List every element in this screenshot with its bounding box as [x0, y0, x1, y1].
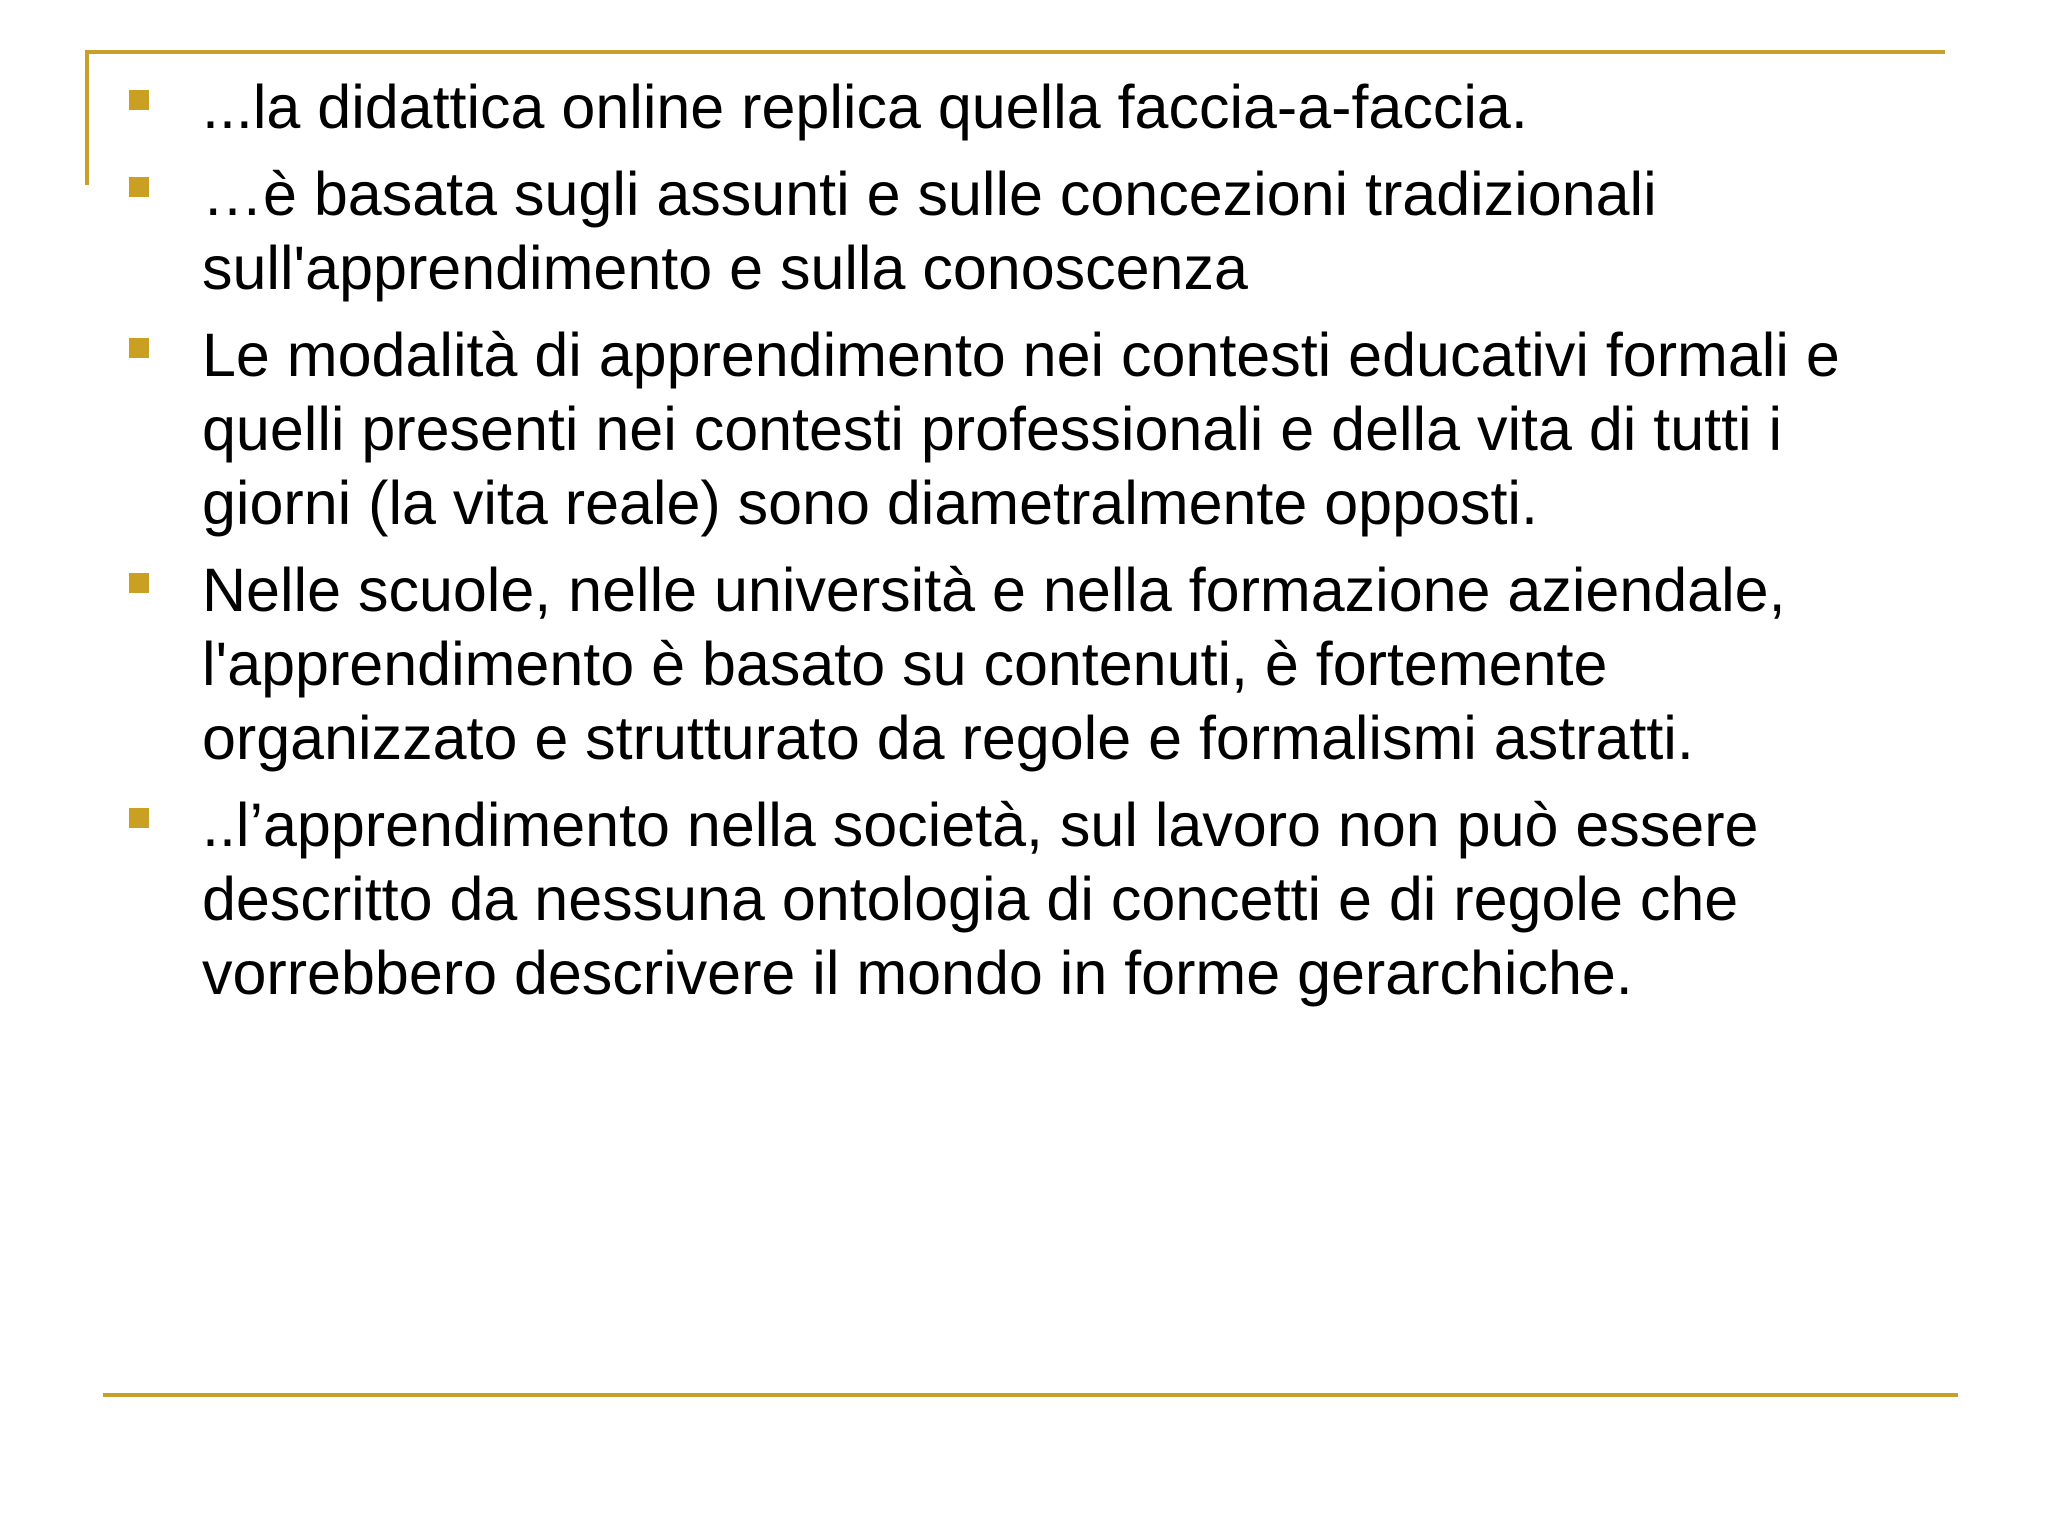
- square-bullet-icon: [129, 338, 149, 358]
- bullet-text: …è basata sugli assunti e sulle concezioni tradizionali sull'apprendimento e sulla conoscenza: [202, 160, 1657, 302]
- bullet-item: [126, 788, 1926, 1010]
- bullet-text: ...la didattica online replica quella faccia-a-faccia.: [202, 73, 1528, 141]
- square-bullet-icon: [129, 573, 149, 593]
- bottom-accent-rule: [103, 1393, 1958, 1397]
- bullet-text: Le modalità di apprendimento nei contesti educativi formali e quelli presenti nei contesti professionali e della vita di tutti i giorni (la vita reale) sono diametralmente opposti.: [202, 321, 1840, 537]
- square-bullet-icon: [129, 90, 149, 110]
- bullet-item: [126, 553, 1926, 775]
- bullet-item: [126, 70, 1926, 144]
- top-accent-rule: [85, 50, 1945, 54]
- square-bullet-icon: [129, 177, 149, 197]
- bullet-item: [126, 318, 1926, 540]
- bullet-list: [126, 70, 1926, 1023]
- bullet-item: [126, 157, 1926, 305]
- bullet-text: Nelle scuole, nelle università e nella formazione aziendale, l'apprendimento è basato su contenuti, è fortemente organizzato e strutturato da regole e formalismi astratti.: [202, 556, 1786, 772]
- bullet-text: ..l’apprendimento nella società, sul lavoro non può essere descritto da nessuna ontologia di concetti e di regole che vorrebbero descrivere il mondo in forme gerarchiche.: [202, 791, 1759, 1007]
- square-bullet-icon: [129, 808, 149, 828]
- left-accent-rule: [85, 50, 89, 185]
